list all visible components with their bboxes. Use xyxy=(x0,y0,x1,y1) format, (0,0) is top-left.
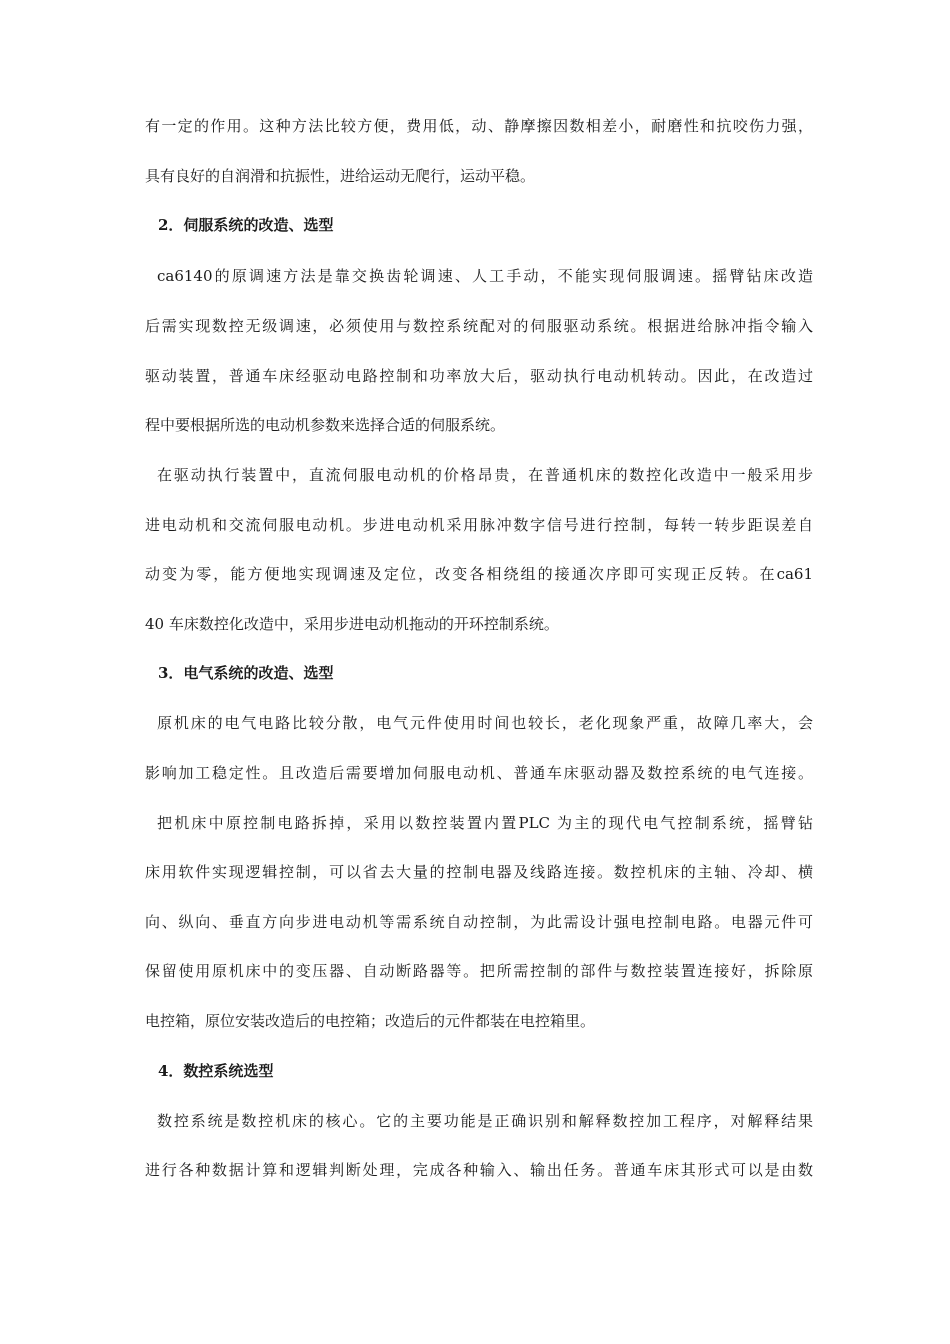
paragraph-line: 后需实现数控无级调速，必须使用与数控系统配对的伺服驱动系统。根据进给脉冲指令输入 xyxy=(145,317,813,335)
paragraph-line: 在驱动执行装置中，直流伺服电动机的价格昂贵，在普通机床的数控化改造中一般采用步 xyxy=(157,466,813,484)
paragraph-line: 向、纵向、垂直方向步进电动机等需系统自动控制，为此需设计强电控制电路。电器元件可 xyxy=(145,913,813,931)
paragraph-line: 把机床中原控制电路拆掉，采用以数控装置内置PLC 为主的现代电气控制系统，摇臂钻 xyxy=(157,814,813,832)
paragraph-line: 具有良好的自润滑和抗振性，进给运动无爬行，运动平稳。 xyxy=(145,167,536,185)
paragraph-line: 数控系统是数控机床的核心。它的主要功能是正确识别和解释数控加工程序，对解释结果 xyxy=(157,1112,813,1130)
paragraph-line: 40 车床数控化改造中，采用步进电动机拖动的开环控制系统。 xyxy=(145,615,559,633)
paragraph-line: 程中要根据所选的电动机参数来选择合适的伺服系统。 xyxy=(145,416,506,434)
paragraph-line: 进行各种数据计算和逻辑判断处理，完成各种输入、输出任务。普通车床其形式可以是由数 xyxy=(145,1161,813,1179)
paragraph-line: 原机床的电气电路比较分散，电气元件使用时间也较长，老化现象严重，故障几率大，会 xyxy=(157,714,813,732)
paragraph-line: 有一定的作用。这种方法比较方便，费用低，动、静摩擦因数相差小，耐磨性和抗咬伤力强， xyxy=(145,117,813,135)
paragraph-line: 床用软件实现逻辑控制，可以省去大量的控制电器及线路连接。数控机床的主轴、冷却、横 xyxy=(145,863,813,881)
paragraph-line: 驱动装置，普通车床经驱动电路控制和功率放大后，驱动执行电动机转动。因此，在改造过 xyxy=(145,367,813,385)
section-heading: 2．伺服系统的改造、选型 xyxy=(158,216,334,234)
paragraph-line: 动变为零，能方便地实现调速及定位，改变各相绕组的接通次序即可实现正反转。在ca61 xyxy=(145,565,813,583)
paragraph-line: 影响加工稳定性。且改造后需要增加伺服电动机、普通车床驱动器及数控系统的电气连接。 xyxy=(145,764,813,782)
paragraph-line: ca6140的原调速方法是靠交换齿轮调速、人工手动，不能实现伺服调速。摇臂钻床改造 xyxy=(157,267,813,285)
section-heading: 3．电气系统的改造、选型 xyxy=(158,664,334,682)
paragraph-line: 保留使用原机床中的变压器、自动断路器等。把所需控制的部件与数控装置连接好，拆除原 xyxy=(145,962,813,980)
paragraph-line: 电控箱，原位安装改造后的电控箱；改造后的元件都装在电控箱里。 xyxy=(145,1012,596,1030)
section-heading: 4．数控系统选型 xyxy=(158,1062,274,1080)
paragraph-line: 进电动机和交流伺服电动机。步进电动机采用脉冲数字信号进行控制，每转一转步距误差自 xyxy=(145,516,813,534)
